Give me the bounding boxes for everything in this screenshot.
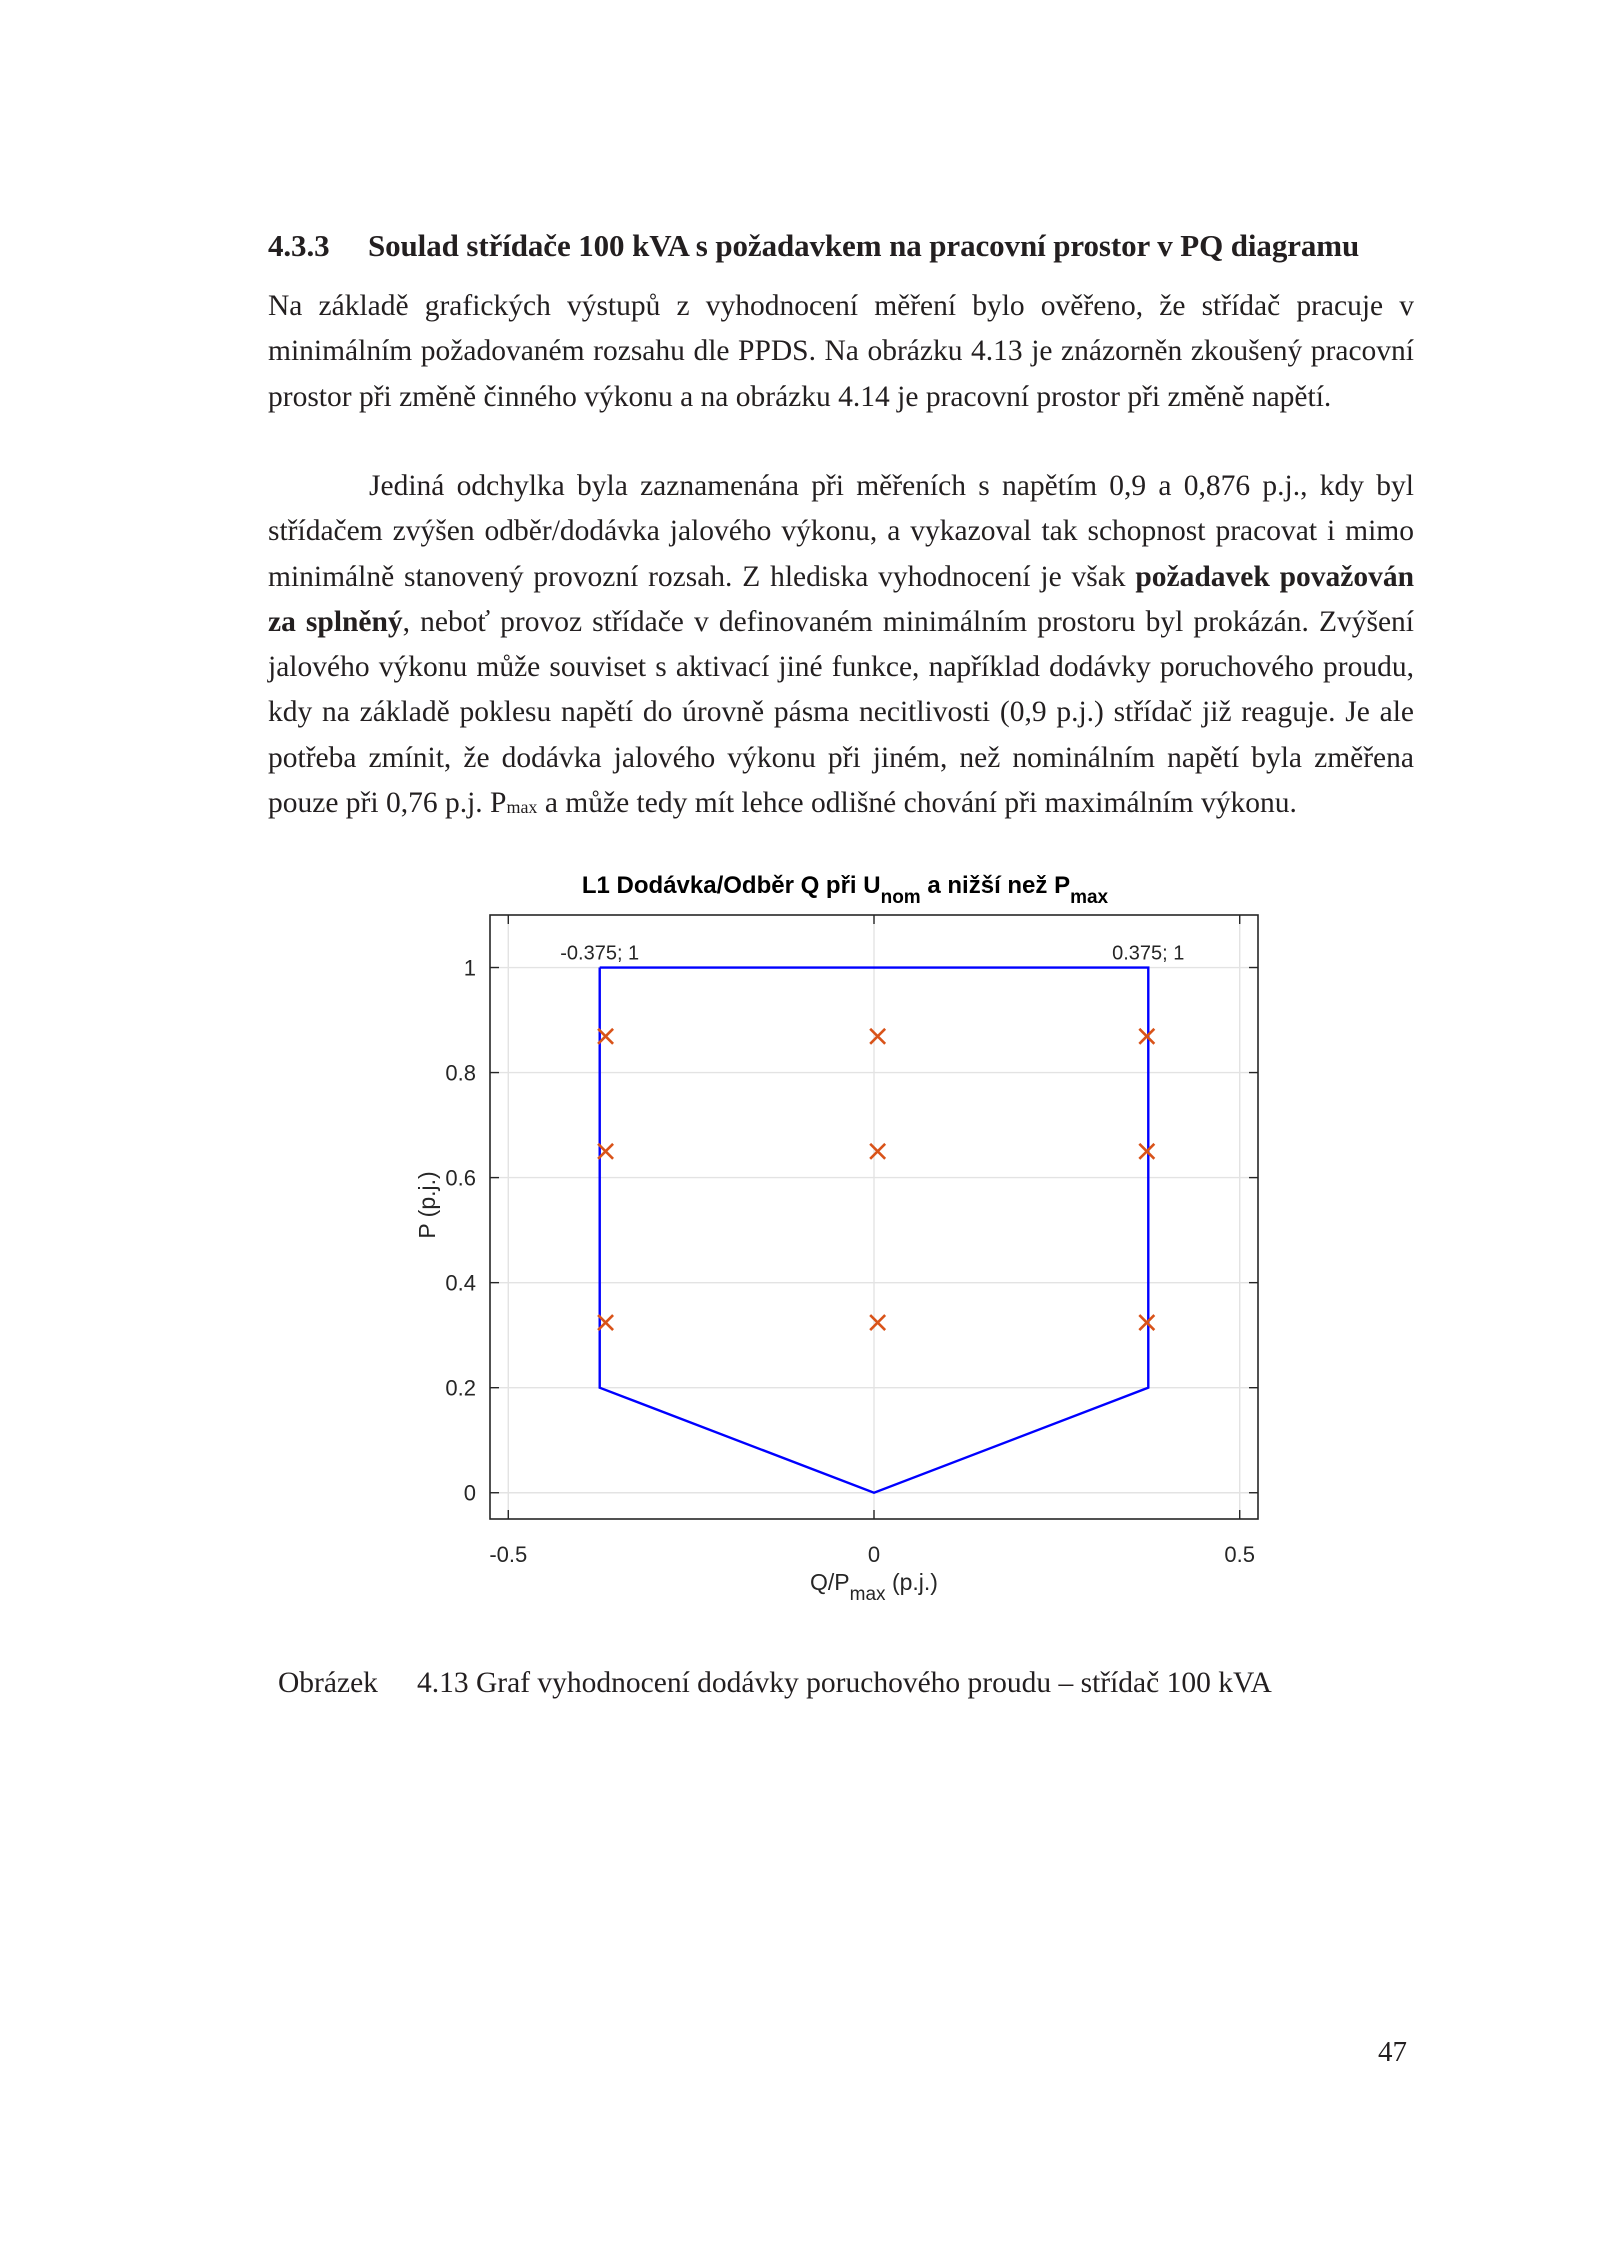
point-annotation: 0.375; 1	[1112, 942, 1185, 965]
x-axis-label	[810, 1569, 938, 1605]
pmax-subscript: max	[506, 797, 538, 818]
x-axis-label-b: (p.j.)	[885, 1569, 938, 1595]
y-axis-label: P (p.j.)	[414, 1171, 440, 1239]
y-tick-label: 1	[463, 955, 476, 981]
y-tick-label: 0.8	[445, 1060, 476, 1086]
chart-title-b: a nižší než P	[920, 872, 1071, 899]
y-tick-label: 0.4	[445, 1270, 476, 1296]
y-tick-label: 0.2	[445, 1375, 476, 1401]
pq-chart-svg	[380, 865, 1310, 1625]
y-tick-label: 0.6	[445, 1165, 476, 1191]
y-tick-label: 0	[463, 1480, 476, 1506]
x-tick-label: -0.5	[489, 1542, 528, 1567]
x-tick-label: 0	[867, 1542, 881, 1567]
labels-layer	[445, 943, 1255, 1567]
caption-label: Obrázek	[278, 1667, 378, 1699]
data-point-x-marker	[1139, 1144, 1154, 1159]
chart-title-sub-max: max	[1070, 887, 1109, 908]
chart-title-a: L1 Dodávka/Odběr Q při U	[581, 872, 881, 899]
caption-text: 4.13 Graf vyhodnocení dodávky poruchového proudu – střídač 100 kVA	[417, 1667, 1272, 1699]
paragraph-2-text-b: , neboť provoz střídače v definovaném minimálním prostoru byl prokázán. Zvýšení jalového výkonu může souviset s aktivací jiné funkce, například dodávky poruchového proudu, kdy na základě poklesu napětí do úrovně pásma necitlivosti (0,9 p.j.) střídač již reaguje. Je ale potřeba zmínit, že dodávka jalového výkonu při jiném, než nominálním napětí byla změřena pouze při 0,76 p.j. P	[268, 605, 1414, 820]
data-point-x-marker	[870, 1144, 885, 1159]
page-number: 47	[1378, 2036, 1407, 2068]
section-heading	[268, 228, 1416, 264]
series-layer	[598, 968, 1154, 1493]
paragraph-2	[268, 464, 1414, 830]
chart-title	[582, 872, 1109, 908]
point-annotation: -0.375; 1	[560, 942, 640, 965]
data-point-x-marker	[1139, 1029, 1154, 1044]
data-point-x-marker	[870, 1029, 885, 1044]
x-tick-label: 0.5	[1224, 1542, 1256, 1567]
grid-layer	[490, 915, 1258, 1519]
chart-title-sub-nom: nom	[880, 887, 921, 908]
pq-chart	[380, 865, 1310, 1625]
paragraph-2-text-c: a může tedy mít lehce odlišné chování při maximálním výkonu.	[537, 787, 1297, 820]
paragraph-1: Na základě grafických výstupů z vyhodnocení měření bylo ověřeno, že střídač pracuje v minimálním požadovaném rozsahu dle PPDS. Na obrázku 4.13 je znázorněn zkoušený pracovní prostor při změně činného výkonu a na obrázku 4.14 je pracovní prostor při změně napětí.	[268, 290, 1414, 413]
paragraph-2-text-a: Jediná odchylka byla zaznamenána při měřeních s napětím 0,9 a 0,876 p.j., kdy byl střídačem zvýšen odběr/dodávka jalového výkonu, a vykazoval tak schopnost pracovat i mimo minimálně stanovený provozní rozsah. Z hlediska vyhodnocení je však	[268, 470, 1414, 593]
section-title: Soulad střídače 100 kVA s požadavkem na pracovní prostor v PQ diagramu	[368, 228, 1360, 263]
data-point-x-marker	[870, 1315, 885, 1330]
section-number: 4.3.3	[268, 228, 330, 263]
x-axis-label-a: Q/P	[810, 1569, 850, 1595]
x-axis-label-sub: max	[849, 1584, 886, 1605]
data-point-x-marker	[1139, 1315, 1154, 1330]
paragraph-2-bold: požadavek považován za splněný	[268, 560, 1414, 638]
figure-caption	[278, 1667, 1272, 1700]
